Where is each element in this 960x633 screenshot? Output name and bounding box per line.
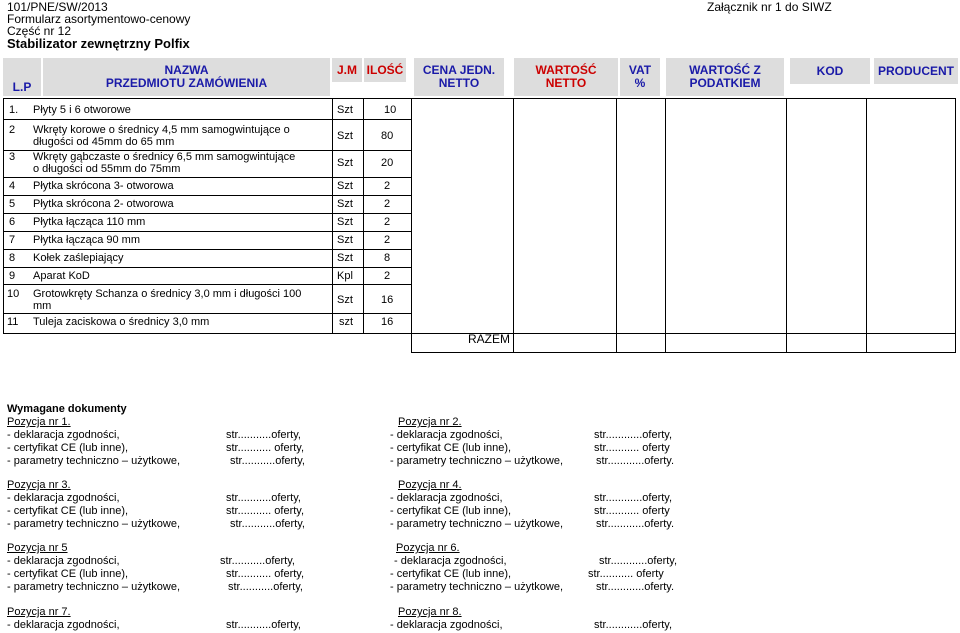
col-vat-line2: % [634,76,646,90]
position-5-declaration: - deklaracja zgodności, [7,555,120,567]
col-wartosc-line1: WARTOŚĆ [535,63,597,77]
position-6-certificate-page: str........... oferty [588,568,664,580]
product-title: Stabilizator zewnętrzny Polfix [7,36,190,51]
position-1-declaration-page: str...........oferty, [226,429,301,441]
col-wartosc-z [666,58,784,96]
position-6-parameters: - parametry techniczno – użytkowe, [390,581,564,593]
col-kod: KOD [790,58,870,84]
row-7-lp: 7 [9,234,16,246]
document-id: 101/PNE/SW/2013 [7,0,108,14]
col-ilosc: ILOŚĆ [364,58,406,82]
row-9-jm: Kpl [337,270,353,282]
position-3-parameters: - parametry techniczno – użytkowe, [7,518,181,530]
col-cena [414,58,504,96]
position-1-certificate: - certyfikat CE (lub inne), [7,442,129,454]
row-9-qty: 2 [384,270,391,282]
row-4-name: Płytka skrócona 3- otworowa [33,180,174,192]
row-8-name: Kołek zaślepiający [33,252,124,264]
position-7-label: Pozycja nr 7. [7,606,71,618]
position-1-certificate-page: str........... oferty, [226,442,305,454]
row-1-jm: Szt [337,104,353,116]
position-3-declaration: - deklaracja zgodności, [7,492,120,504]
position-8-declaration-page: str............oferty, [594,619,673,631]
row-7-qty: 2 [384,234,391,246]
position-2-certificate: - certyfikat CE (lub inne), [390,442,512,454]
position-8-label: Pozycja nr 8. [398,606,462,618]
position-6-declaration-page: str............oferty, [599,555,678,567]
row-8-jm: Szt [337,252,353,264]
position-2-parameters: - parametry techniczno – użytkowe, [390,455,564,467]
row-10-jm: Szt [337,294,353,306]
row-3-qty: 20 [381,157,394,169]
row-7-jm: Szt [337,234,353,246]
position-4-declaration-page: str............oferty, [594,492,673,504]
row-8-lp: 8 [9,252,16,264]
position-1-parameters: - parametry techniczno – użytkowe, [7,455,181,467]
position-4-parameters-page: str............oferty. [596,518,675,530]
row-6-name: Płytka łącząca 110 mm [33,216,146,228]
row-5-jm: Szt [337,198,353,210]
row-1-qty: 10 [384,104,397,116]
position-6-parameters-page: str............oferty. [596,581,675,593]
col-jm: J.M [332,58,362,82]
row-10-qty: 16 [381,294,394,306]
row-10-lp: 10 [7,288,20,300]
razem-label: RAZEM [468,332,510,346]
col-wartosc-z-line2: PODATKIEM [689,76,761,90]
col-nazwa-line2: PRZEDMIOTU ZAMÓWIENIA [105,76,268,90]
row-1-lp: 1. [9,104,19,116]
row-2-jm: Szt [337,130,353,142]
row-9-name: Aparat KoD [33,270,90,282]
row-5-lp: 5 [9,198,16,210]
row-10-name-line1: Grotowkręty Schanza o średnicy 3,0 mm i długości 100 [33,288,302,300]
row-2-name-line1: Wkręty korowe o średnicy 4,5 mm samogwintujące o [33,124,290,136]
position-3-certificate: - certyfikat CE (lub inne), [7,505,129,517]
row-2-lp: 2 [9,124,16,136]
col-wartosc [514,58,618,96]
position-4-parameters: - parametry techniczno – użytkowe, [390,518,564,530]
row-4-jm: Szt [337,180,353,192]
row-4-lp: 4 [9,180,16,192]
col-nazwa-line1: NAZWA [164,63,209,77]
position-5-parameters: - parametry techniczno – użytkowe, [7,581,181,593]
position-2-certificate-page: str........... oferty [594,442,670,454]
position-4-certificate-page: str........... oferty [594,505,670,517]
row-3-name-line2: o długości od 55mm do 75mm [33,163,181,175]
attachment-label: Załącznik nr 1 do SIWZ [707,0,832,14]
position-1-declaration: - deklaracja zgodności, [7,429,120,441]
position-7-declaration-page: str...........oferty, [226,619,301,631]
form-title: Formularz asortymentowo-cenowy [7,12,191,26]
position-1-parameters-page: str...........oferty, [230,455,305,467]
position-3-parameters-page: str...........oferty, [230,518,305,530]
row-4-qty: 2 [384,180,391,192]
position-6-declaration: - deklaracja zgodności, [394,555,507,567]
row-3-lp: 3 [9,151,16,163]
position-3-certificate-page: str........... oferty, [226,505,305,517]
row-2-name-line2: długości od 45mm do 65 mm [33,136,175,148]
col-lp: L.P [3,58,41,96]
col-wartosc-line2: NETTO [545,76,587,90]
row-5-qty: 2 [384,198,391,210]
row-6-lp: 6 [9,216,16,228]
position-8-declaration: - deklaracja zgodności, [390,619,503,631]
position-2-declaration: - deklaracja zgodności, [390,429,503,441]
required-documents-title: Wymagane dokumenty [7,403,127,415]
row-11-name: Tuleja zaciskowa o średnicy 3,0 mm [33,316,210,328]
row-11-jm: szt [339,316,354,328]
row-6-qty: 2 [384,216,391,228]
position-2-declaration-page: str............oferty, [594,429,673,441]
col-wartosc-z-line1: WARTOŚĆ Z [689,63,761,77]
position-2-parameters-page: str............oferty. [596,455,675,467]
col-cena-line1: CENA JEDN. [422,63,496,77]
position-7-declaration: - deklaracja zgodności, [7,619,120,631]
position-5-label: Pozycja nr 5 [7,542,68,554]
row-11-qty: 16 [381,316,394,328]
position-4-certificate: - certyfikat CE (lub inne), [390,505,512,517]
position-3-declaration-page: str...........oferty, [226,492,301,504]
position-6-certificate: - certyfikat CE (lub inne), [390,568,512,580]
row-8-qty: 8 [384,252,391,264]
row-6-jm: Szt [337,216,353,228]
row-7-name: Płytka łącząca 90 mm [33,234,140,246]
position-5-certificate: - certyfikat CE (lub inne), [7,568,129,580]
part-number: Część nr 12 [7,24,72,38]
position-5-certificate-page: str........... oferty, [226,568,305,580]
position-4-label: Pozycja nr 4. [398,479,462,491]
row-3-name-line1: Wkręty gąbczaste o średnicy 6,5 mm samogwintujące [33,151,296,163]
position-3-label: Pozycja nr 3. [7,479,71,491]
position-1-label: Pozycja nr 1. [7,416,71,428]
row-1-name: Płyty 5 i 6 otworowe [33,104,131,116]
row-9-lp: 9 [9,270,16,282]
position-6-label: Pozycja nr 6. [396,542,460,554]
col-vat-line1: VAT [628,63,652,77]
position-5-parameters-page: str...........oferty, [228,581,303,593]
position-2-label: Pozycja nr 2. [398,416,462,428]
row-5-name: Płytka skrócona 2- otworowa [33,198,174,210]
position-4-declaration: - deklaracja zgodności, [390,492,503,504]
col-vat [620,58,660,96]
row-11-lp: 11 [7,316,19,328]
col-cena-line2: NETTO [438,76,480,90]
row-10-name-line2: mm [33,300,52,312]
col-nazwa [43,58,330,96]
row-3-jm: Szt [337,157,353,169]
position-5-declaration-page: str...........oferty, [220,555,295,567]
col-producent: PRODUCENT [874,58,958,84]
row-2-qty: 80 [381,130,394,142]
